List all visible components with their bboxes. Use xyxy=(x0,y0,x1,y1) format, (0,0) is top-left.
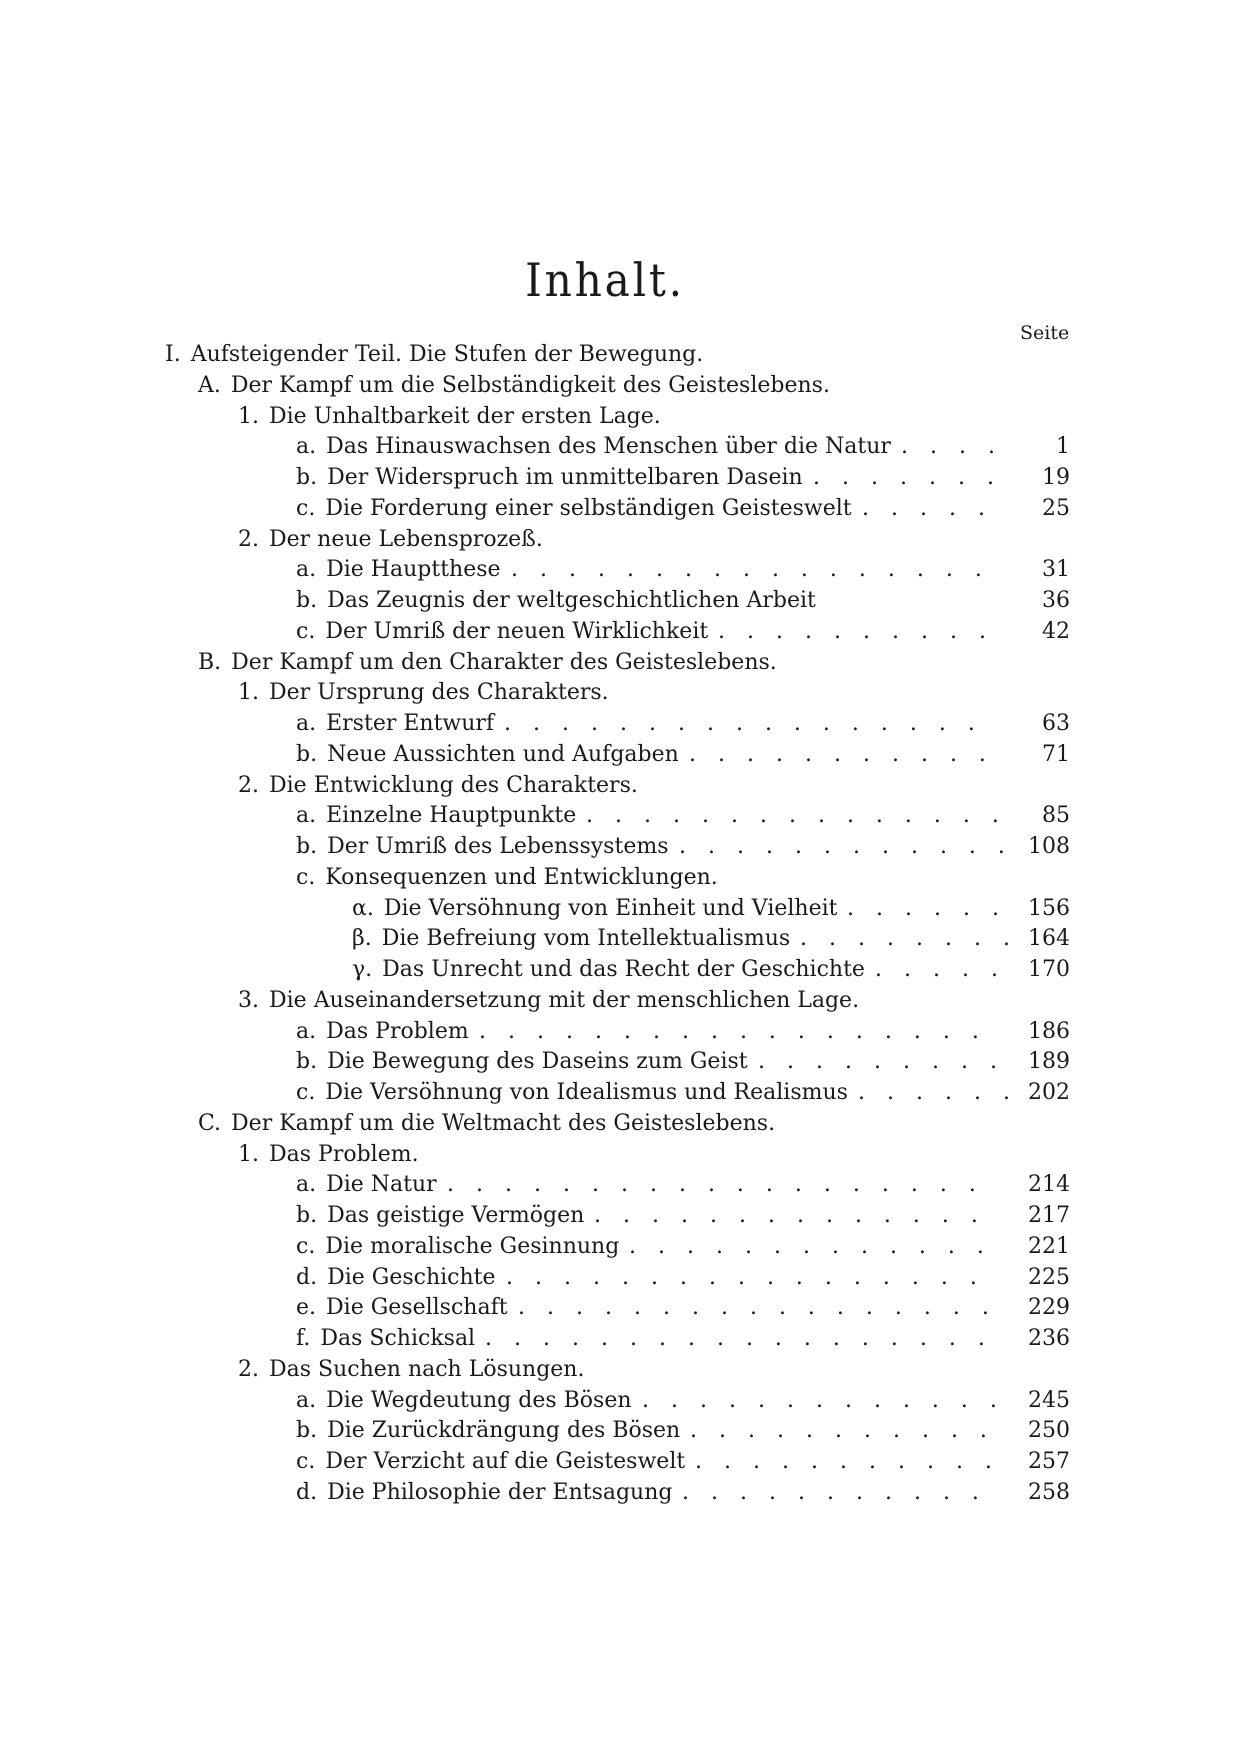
toc-page-number: 164 xyxy=(1028,926,1070,952)
toc-entry-text xyxy=(296,1078,848,1109)
toc-entry xyxy=(0,1109,1241,1140)
toc-entry xyxy=(0,494,1241,525)
toc-entry xyxy=(0,832,1241,863)
toc-entry-title: Die Philosophie der Entsagung xyxy=(327,1479,673,1505)
dot-leader: . . . . . . . . . . . xyxy=(695,1449,1014,1474)
toc-entry-text xyxy=(296,617,708,648)
toc-page-number: 214 xyxy=(1028,1172,1070,1198)
toc-entry-marker: a. xyxy=(296,557,317,583)
toc-entry xyxy=(0,1201,1241,1232)
dot-leader: . . . . . xyxy=(875,957,1020,982)
toc-entry-title: Die Geschichte xyxy=(327,1264,496,1290)
toc-entry-text xyxy=(296,494,852,525)
toc-entry xyxy=(0,648,1241,679)
toc-page-number: 156 xyxy=(1028,895,1070,921)
toc-page-number: 42 xyxy=(1042,618,1070,644)
dot-leader: . . . . . . . xyxy=(813,465,1016,490)
toc-page-number: 221 xyxy=(1028,1233,1070,1259)
toc-entry-marker: b. xyxy=(296,465,318,490)
toc-entry-marker: α. xyxy=(352,895,374,921)
toc-entry-title: Der Verzicht auf die Geisteswelt xyxy=(325,1449,686,1474)
toc-entry-marker: 2. xyxy=(238,526,259,552)
dot-leader: . . . . xyxy=(901,434,1017,460)
toc-entry-marker: d. xyxy=(296,1264,318,1290)
toc-page-number: 258 xyxy=(1028,1479,1070,1505)
toc-entry-text xyxy=(296,709,494,740)
page-title: Inhalt. xyxy=(525,252,685,307)
toc-entry-text xyxy=(296,586,816,617)
toc-page-number: 236 xyxy=(1028,1326,1070,1351)
toc-entry-title: Der Ursprung des Charakters. xyxy=(269,680,609,706)
toc-entry-title: Das Schicksal xyxy=(320,1326,476,1351)
toc-entry-title: Einzelne Hauptpunkte xyxy=(326,803,577,829)
dot-leader: . . . . . . . . . xyxy=(758,1049,1019,1075)
toc-page-number: 225 xyxy=(1028,1264,1070,1290)
toc-entry xyxy=(0,924,1241,955)
toc-entry-title: Der Kampf um die Weltmacht des Geisteslebens. xyxy=(231,1110,776,1136)
toc-entry xyxy=(0,586,1241,617)
toc-entry-title: Konsequenzen und Entwicklungen. xyxy=(325,864,718,890)
toc-entry-title: Das Hinauswachsen des Menschen über die Natur xyxy=(326,434,891,460)
dot-leader: . . . . . . . . . . . xyxy=(682,1479,1001,1505)
toc-entry-marker: b. xyxy=(296,588,318,613)
toc-entry-text xyxy=(296,1416,680,1447)
dot-leader: . . . . . . . . . . . . . xyxy=(642,1387,1019,1413)
toc-entry-marker: a. xyxy=(296,434,317,460)
dot-leader: . . . . . . . . . . . . . . xyxy=(594,1203,1000,1228)
toc-entry-title: Die Auseinandersetzung mit der menschlichen Lage. xyxy=(269,987,860,1013)
toc-entry xyxy=(0,955,1241,986)
toc-entry-marker: 3. xyxy=(238,987,259,1013)
toc-entry xyxy=(0,801,1241,832)
toc-entry-marker: a. xyxy=(296,1018,317,1044)
toc-entry xyxy=(0,402,1241,433)
dot-leader: . . . . . . . . . . . . . . . . . . xyxy=(479,1018,1001,1044)
dot-leader: . . . . . . . . . . . . . . . . . xyxy=(504,711,997,736)
toc-entry-text xyxy=(238,771,638,802)
toc-entry xyxy=(0,340,1241,371)
toc-entry-title: Das geistige Vermögen xyxy=(327,1203,585,1228)
toc-page-number: 189 xyxy=(1028,1049,1070,1075)
toc-entry-marker: b. xyxy=(296,741,318,767)
toc-page-number: 229 xyxy=(1028,1295,1070,1321)
toc-entry-marker: b. xyxy=(296,1049,318,1075)
toc-entry xyxy=(0,371,1241,402)
toc-entry-title: Der Widerspruch im unmittelbaren Dasein xyxy=(327,465,803,490)
toc-entry-marker: γ. xyxy=(352,957,373,982)
toc-entry-title: Das Problem. xyxy=(269,1141,419,1167)
toc-entry-marker: f. xyxy=(296,1326,311,1351)
dot-leader: . . . . . . . . . . . . . . . . . . . xyxy=(447,1172,998,1198)
toc-entry-title: Die moralische Gesinnung xyxy=(325,1233,620,1259)
toc-entry-title: Das Problem xyxy=(326,1018,469,1044)
toc-entry-title: Die Versöhnung von Idealismus und Realismus xyxy=(325,1080,848,1105)
dot-leader: . . . . . . . . . . . . . . . . . xyxy=(518,1295,1011,1321)
toc-entry xyxy=(0,1293,1241,1324)
toc-entry-marker: a. xyxy=(296,803,317,829)
toc-entry-title: Der Kampf um den Charakter des Geisteslebens. xyxy=(231,649,777,675)
toc-entry-marker: β. xyxy=(352,926,372,952)
toc-entry-text xyxy=(296,1263,496,1294)
page-column-header: Seite xyxy=(1020,322,1070,344)
toc-entry-title: Die Natur xyxy=(326,1172,437,1198)
toc-page-number: 245 xyxy=(1028,1387,1070,1413)
toc-entry-text xyxy=(296,432,891,463)
dot-leader: . . . . . . . . . . . . xyxy=(679,834,1027,859)
toc-entry xyxy=(0,463,1241,494)
toc-entry xyxy=(0,1232,1241,1263)
dot-leader: . . . . . xyxy=(862,495,1007,521)
toc-entry-marker: c. xyxy=(296,495,316,521)
toc-entry-title: Die Forderung einer selbständigen Geisteswelt xyxy=(325,495,852,521)
dot-leader: . . . . . . . . xyxy=(800,926,1032,952)
toc-entry xyxy=(0,1386,1241,1417)
toc-page-number: 170 xyxy=(1028,957,1070,982)
toc-entry xyxy=(0,1324,1241,1355)
toc-page-number: 85 xyxy=(1042,803,1070,829)
toc-entry-text xyxy=(296,555,501,586)
toc-entry-text xyxy=(296,863,718,894)
toc-entry-text xyxy=(238,986,859,1017)
toc-entry xyxy=(0,709,1241,740)
dot-leader: . . . . . . . . . . . . . . . . . xyxy=(511,557,1004,583)
toc-entry-text xyxy=(198,648,777,679)
toc-page-number: 108 xyxy=(1028,834,1070,859)
toc-entry-text xyxy=(296,832,669,863)
toc-page-number: 63 xyxy=(1042,711,1070,736)
toc-entry-marker: b. xyxy=(296,1418,318,1444)
toc-entry xyxy=(0,863,1241,894)
toc-entry-title: Der neue Lebensprozeß. xyxy=(269,526,543,552)
toc-entry xyxy=(0,1047,1241,1078)
toc-entry xyxy=(0,894,1241,925)
toc-entry-title: Der Kampf um die Selbständigkeit des Geisteslebens. xyxy=(230,372,830,398)
toc-entry-title: Der Umriß der neuen Wirklichkeit xyxy=(325,618,709,644)
toc-entry xyxy=(0,555,1241,586)
toc-entry-text xyxy=(296,1232,619,1263)
toc-entry-text xyxy=(352,894,837,925)
toc-entry-title: Die Hauptthese xyxy=(326,557,501,583)
toc-entry-marker: b. xyxy=(296,1203,318,1228)
toc-entry-text xyxy=(296,1047,748,1078)
toc-entry-title: Der Umriß des Lebenssystems xyxy=(327,834,669,859)
toc-entry-marker: c. xyxy=(296,1080,316,1105)
toc-entry xyxy=(0,1170,1241,1201)
toc-page-number: 202 xyxy=(1028,1080,1070,1105)
toc-entry-marker: c. xyxy=(296,618,316,644)
table-of-contents xyxy=(0,340,1241,1509)
toc-entry-text xyxy=(296,1447,685,1478)
toc-entry xyxy=(0,432,1241,463)
toc-entry-title: Aufsteigender Teil. Die Stufen der Bewegung. xyxy=(190,342,704,367)
toc-entry-text xyxy=(352,955,865,986)
toc-page-number: 217 xyxy=(1028,1203,1070,1228)
toc-entry-text xyxy=(296,463,803,494)
dot-leader: . . . . . . . . . . . . . . . . . . xyxy=(485,1326,1007,1351)
toc-entry-text xyxy=(296,801,576,832)
dot-leader: . . . . . . . . . . xyxy=(718,618,1008,644)
toc-entry-marker: a. xyxy=(296,711,317,736)
dot-leader: . . . . . . . . . . . . . . . xyxy=(586,803,1021,829)
toc-entry-text xyxy=(238,525,543,556)
toc-entry-title: Das Suchen nach Lösungen. xyxy=(269,1356,585,1382)
toc-entry-text xyxy=(296,1386,632,1417)
toc-entry xyxy=(0,771,1241,802)
toc-entry-marker: C. xyxy=(198,1110,222,1136)
toc-entry-marker: a. xyxy=(296,1172,317,1198)
toc-entry-text xyxy=(238,402,661,433)
toc-entry-title: Neue Aussichten und Aufgaben xyxy=(327,741,679,767)
toc-entry xyxy=(0,617,1241,648)
toc-entry xyxy=(0,1416,1241,1447)
toc-entry xyxy=(0,1478,1241,1509)
toc-entry-marker: c. xyxy=(296,1449,316,1474)
toc-page-number: 257 xyxy=(1028,1449,1070,1474)
toc-entry-title: Die Wegdeutung des Bösen xyxy=(326,1387,632,1413)
toc-page-number: 36 xyxy=(1042,588,1070,613)
toc-entry xyxy=(0,1078,1241,1109)
toc-entry-marker: 1. xyxy=(238,680,259,706)
toc-entry-text xyxy=(238,678,609,709)
toc-entry-marker: 1. xyxy=(238,1141,259,1167)
toc-entry-title: Die Gesellschaft xyxy=(326,1295,508,1321)
toc-entry-text xyxy=(165,340,703,371)
toc-entry-text xyxy=(296,1293,508,1324)
toc-entry-title: Die Entwicklung des Charakters. xyxy=(269,772,638,798)
toc-entry-text xyxy=(238,1140,419,1171)
toc-entry xyxy=(0,740,1241,771)
toc-entry xyxy=(0,986,1241,1017)
toc-entry-marker: I. xyxy=(165,342,181,367)
toc-entry-title: Die Unhaltbarkeit der ersten Lage. xyxy=(269,403,661,429)
toc-entry-marker: A. xyxy=(198,372,221,398)
toc-entry-title: Die Versöhnung von Einheit und Vielheit xyxy=(383,895,838,921)
toc-entry-marker: c. xyxy=(296,864,316,890)
toc-entry-text xyxy=(296,1478,672,1509)
toc-entry-title: Das Unrecht und das Recht der Geschichte xyxy=(382,957,865,982)
toc-entry xyxy=(0,678,1241,709)
toc-entry-marker: e. xyxy=(296,1295,317,1321)
toc-entry-marker: 1. xyxy=(238,403,259,429)
toc-entry-marker: a. xyxy=(296,1387,317,1413)
toc-entry-text xyxy=(352,924,790,955)
toc-entry xyxy=(0,1263,1241,1294)
toc-page-number: 186 xyxy=(1028,1018,1070,1044)
toc-entry xyxy=(0,1447,1241,1478)
toc-entry-title: Das Zeugnis der weltgeschichtlichen Arbeit xyxy=(327,588,816,613)
toc-entry-text xyxy=(296,1201,584,1232)
toc-entry-text xyxy=(296,1017,469,1048)
toc-entry-title: Die Zurückdrängung des Bösen xyxy=(327,1418,681,1444)
dot-leader: . . . . . . . . . . . . . xyxy=(629,1233,1006,1259)
toc-page-number: 19 xyxy=(1042,465,1070,490)
toc-entry-title: Die Bewegung des Daseins zum Geist xyxy=(327,1049,748,1075)
toc-entry-text xyxy=(198,1109,775,1140)
toc-page-number: 71 xyxy=(1042,741,1070,767)
toc-entry-marker: c. xyxy=(296,1233,316,1259)
toc-page-number: 1 xyxy=(1056,434,1070,460)
toc-entry xyxy=(0,1140,1241,1171)
toc-entry xyxy=(0,1355,1241,1386)
toc-page-number: 25 xyxy=(1042,495,1070,521)
toc-entry-text xyxy=(296,740,679,771)
toc-entry-title: Erster Entwurf xyxy=(326,711,495,736)
toc-entry xyxy=(0,525,1241,556)
toc-entry-text xyxy=(296,1324,475,1355)
toc-entry-marker: B. xyxy=(198,649,222,675)
toc-entry-marker: d. xyxy=(296,1479,318,1505)
toc-entry-text xyxy=(198,371,830,402)
dot-leader: . . . . . . xyxy=(847,895,1021,921)
dot-leader: . . . . . . . . . . . xyxy=(689,741,1008,767)
dot-leader: . . . . . . xyxy=(858,1080,1032,1105)
toc-entry-marker: 2. xyxy=(238,772,259,798)
toc-entry-marker: 2. xyxy=(238,1356,259,1382)
dot-leader: . . . . . . . . . . . xyxy=(690,1418,1009,1444)
toc-entry-text xyxy=(238,1355,584,1386)
toc-entry-text xyxy=(296,1170,437,1201)
dot-leader: . . . . . . . . . . . . . . . . . xyxy=(506,1264,999,1290)
toc-entry xyxy=(0,1017,1241,1048)
toc-entry-title: Die Befreiung vom Intellektualismus xyxy=(381,926,791,952)
toc-entry-marker: b. xyxy=(296,834,318,859)
toc-page-number: 250 xyxy=(1028,1418,1070,1444)
toc-page-number: 31 xyxy=(1042,557,1070,583)
